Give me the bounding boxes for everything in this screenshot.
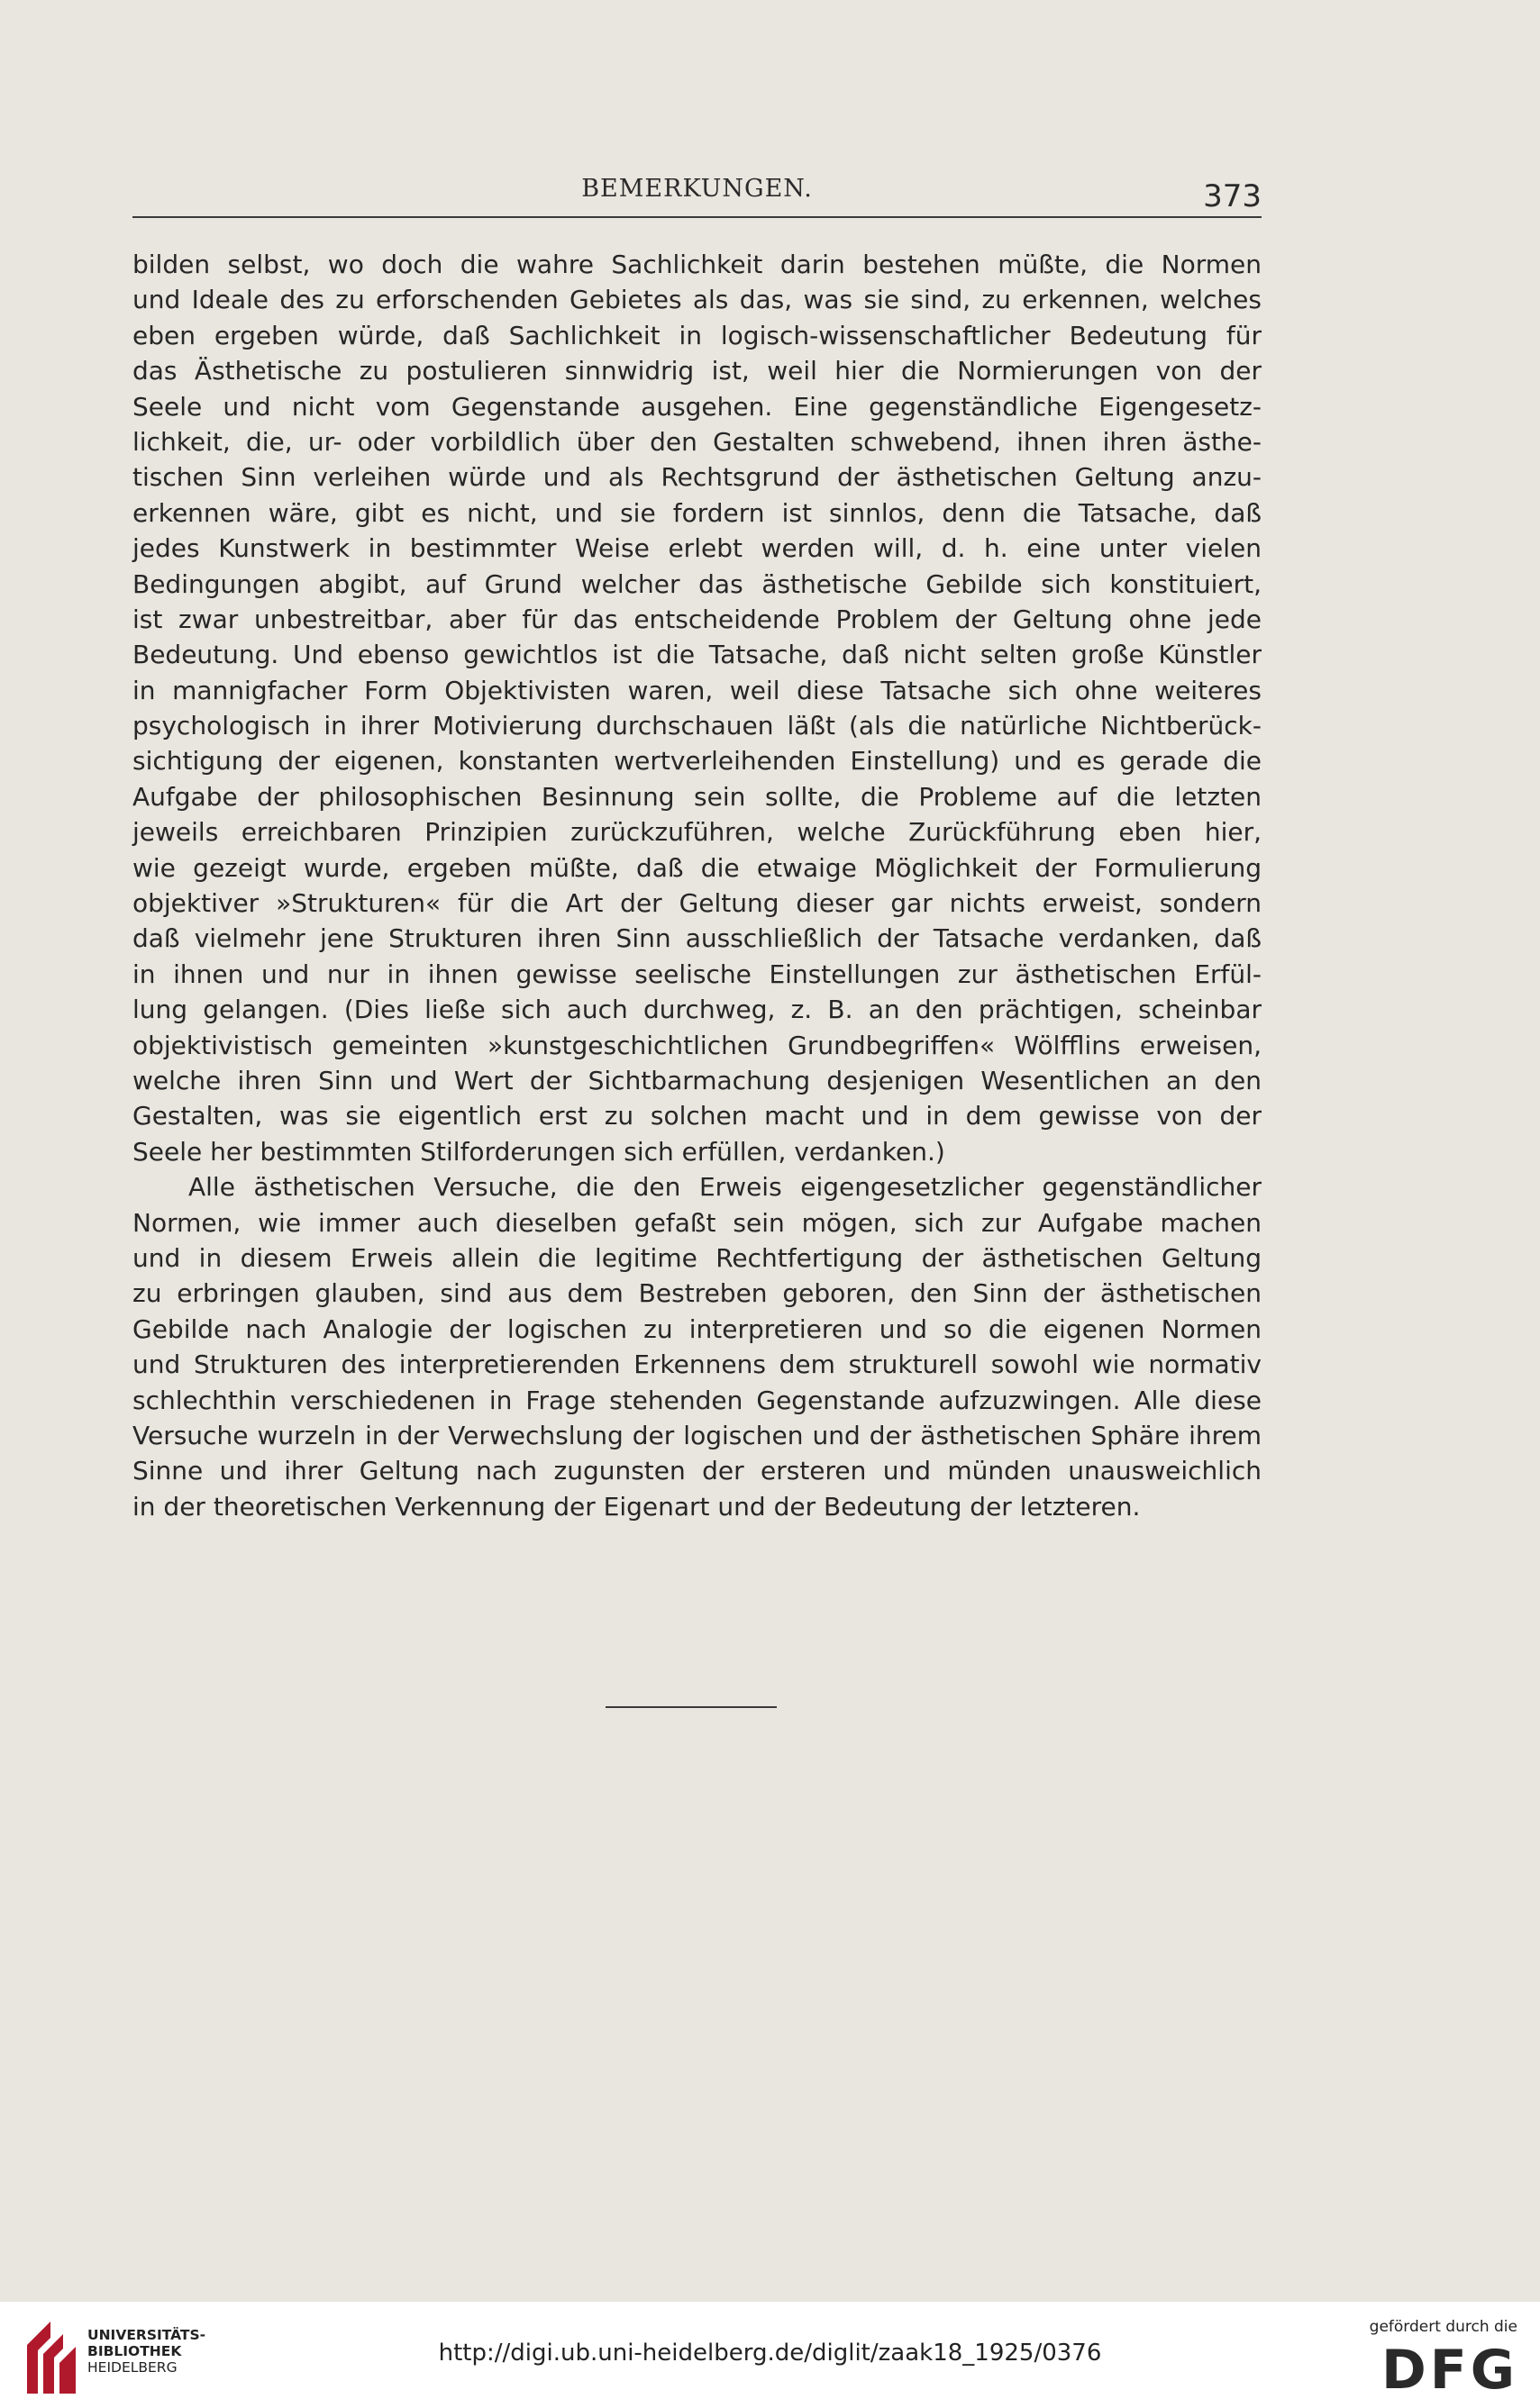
text-line: und Ideale des zu erforschenden Gebietes als das, was sie sind, zu erkennen, welches	[132, 285, 1262, 315]
text-line: Seele und nicht vom Gegenstande ausgehen. Eine gegenständliche Eigengesetz-	[132, 391, 1262, 422]
permalink-url[interactable]: http://digi.ub.uni-heidelberg.de/diglit/zaak18_1925/0376	[438, 2340, 1102, 2367]
text-line: erkennen wäre, gibt es nicht, und sie fordern ist sinnlos, denn die Tatsache, daß	[132, 497, 1262, 528]
digitization-footer	[0, 2302, 1540, 2408]
body-text	[132, 247, 1262, 1524]
text-line: in ihnen und nur in ihnen gewisse seelische Einstellungen zur ästhetischen Erfül-	[132, 959, 1262, 989]
text-line: schlechthin verschiedenen in Frage stehenden Gegenstande aufzuzwingen. Alle diese	[132, 1385, 1262, 1415]
text-line: welche ihren Sinn und Wert der Sichtbarmachung desjenigen Wesentlichen an den	[132, 1065, 1262, 1095]
text-line: wie gezeigt wurde, ergeben müßte, daß die etwaige Möglichkeit der Formulierung	[132, 852, 1262, 883]
sponsor-text: gefördert durch die	[1369, 2318, 1517, 2336]
text-line: Normen, wie immer auch dieselben gefaßt sein mögen, sich zur Aufgabe machen	[132, 1207, 1262, 1238]
text-line: in mannigfacher Form Objektivisten waren, weil diese Tatsache sich ohne weiteres	[132, 675, 1262, 705]
text-line: objektivistisch gemeinten »kunstgeschichtlichen Grundbegriffen« Wölfflins erweisen,	[132, 1030, 1262, 1060]
text-line: bilden selbst, wo doch die wahre Sachlichkeit darin bestehen müßte, die Normen	[132, 250, 1262, 279]
library-name-line: BIBLIOTHEK	[87, 2343, 182, 2359]
library-name-line: HEIDELBERG	[87, 2359, 178, 2376]
paragraph-end-line: in der theoretischen Verkennung der Eigenart und der Bedeutung der letzteren.	[132, 1491, 1141, 1522]
text-line: und Strukturen des interpretierenden Erkennens dem strukturell sowohl wie normativ	[132, 1349, 1262, 1380]
text-line: Sinne und ihrer Geltung nach zugunsten der ersteren und münden unausweichlich	[132, 1456, 1262, 1486]
dfg-logo: DFG	[1381, 2339, 1518, 2402]
text-line: lung gelangen. (Dies ließe sich auch durchweg, z. B. an den prächtigen, scheinbar	[132, 995, 1262, 1025]
library-name-line: UNIVERSITÄTS-	[87, 2327, 206, 2343]
text-line: Bedingungen abgibt, auf Grund welcher das ästhetische Gebilde sich konstituiert,	[132, 568, 1262, 599]
text-line: jeweils erreichbaren Prinzipien zurückzuführen, welche Zurückführung eben hier,	[132, 817, 1262, 848]
text-line: objektiver »Strukturen« für die Art der Geltung dieser gar nichts erweist, sondern	[132, 888, 1262, 919]
text-line: Gebilde nach Analogie der logischen zu interpretieren und so die eigenen Normen	[132, 1313, 1262, 1344]
running-title: BEMERKUNGEN.	[581, 175, 813, 203]
page-number: 373	[1203, 178, 1262, 214]
text-line: tischen Sinn verleihen würde und als Rechtsgrund der ästhetischen Geltung anzu-	[132, 462, 1262, 493]
text-line: zu erbringen glauben, sind aus dem Bestreben geboren, den Sinn der ästhetischen	[132, 1278, 1262, 1309]
text-line: jedes Kunstwerk in bestimmter Weise erlebt werden will, d. h. eine unter vielen	[132, 533, 1262, 564]
paragraph-end-line: Seele her bestimmten Stilforderungen sich erfüllen, verdanken.)	[132, 1136, 945, 1167]
text-line: psychologisch in ihrer Motivierung durchschauen läßt (als die natürliche Nichtberück-	[132, 711, 1262, 741]
text-line: Aufgabe der philosophischen Besinnung sein sollte, die Probleme auf die letzten	[132, 781, 1262, 812]
paragraph-start-line: Alle ästhetischen Versuche, die den Erweis eigengesetzlicher gegenständlicher	[188, 1172, 1262, 1203]
text-line: ist zwar unbestreitbar, aber für das entscheidende Problem der Geltung ohne jede	[132, 604, 1262, 634]
text-line: sichtigung der eigenen, konstanten wertverleihenden Einstellung) und es gerade die	[132, 746, 1262, 777]
text-line: Versuche wurzeln in der Verwechslung der logischen und der ästhetischen Sphäre ihrem	[132, 1420, 1262, 1450]
text-line: Bedeutung. Und ebenso gewichtlos ist die Tatsache, daß nicht selten große Künstler	[132, 640, 1262, 670]
text-line: Gestalten, was sie eigentlich erst zu solchen macht und in dem gewisse von der	[132, 1101, 1262, 1131]
text-line: das Ästhetische zu postulieren sinnwidrig ist, weil hier die Normierungen von der	[132, 356, 1262, 386]
text-line: lichkeit, die, ur- oder vorbildlich über den Gestalten schwebend, ihnen ihren ästhe-	[132, 426, 1262, 457]
text-line: daß vielmehr jene Strukturen ihren Sinn ausschließlich der Tatsache verdanken, daß	[132, 923, 1262, 954]
section-end-rule	[606, 1706, 777, 1708]
running-header	[132, 171, 1262, 214]
header-rule	[132, 216, 1262, 218]
text-line: eben ergeben würde, daß Sachlichkeit in logisch-wissenschaftlicher Bedeutung für	[132, 320, 1262, 350]
text-line: und in diesem Erweis allein die legitime Rechtfertigung der ästhetischen Geltung	[132, 1242, 1262, 1273]
